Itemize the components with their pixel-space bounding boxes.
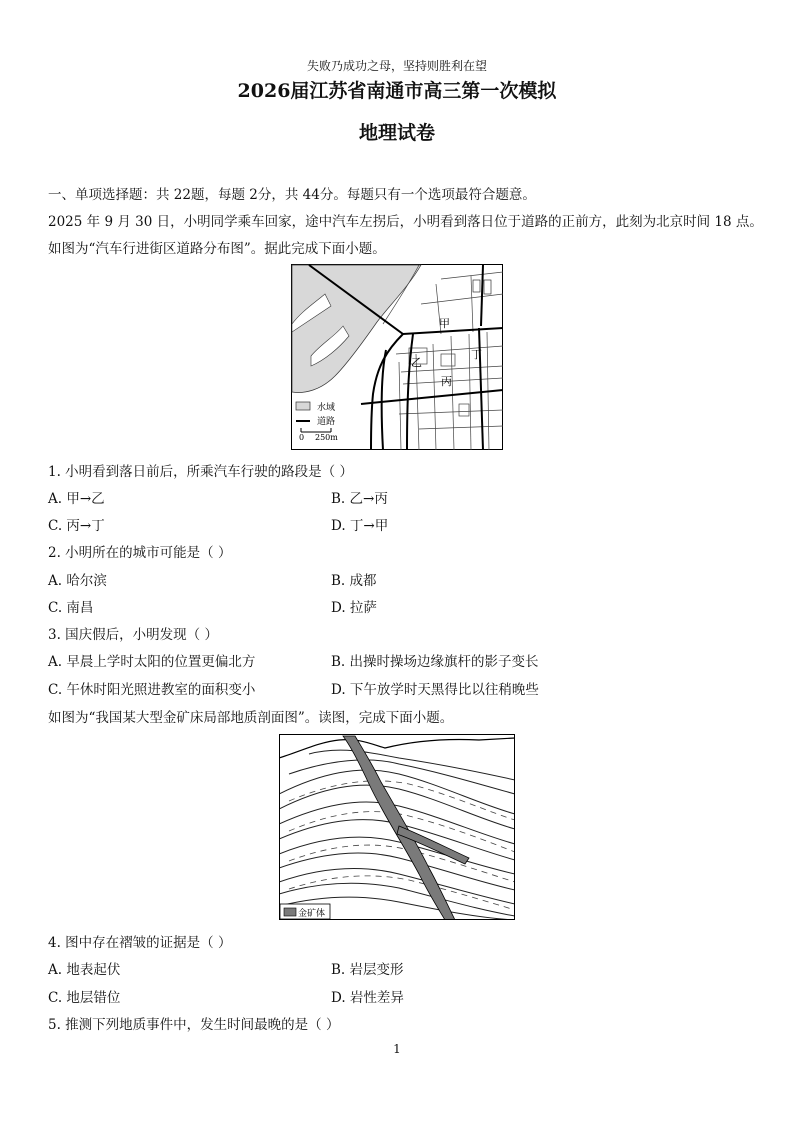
q1-option-c: C. 丙→丁 xyxy=(48,518,105,534)
question-3-stem: 3. 国庆假后，小明发现（ ） xyxy=(48,627,218,643)
q1-option-b: B. 乙→丙 xyxy=(331,491,388,507)
map-label-bing: 丙 xyxy=(441,375,452,388)
q3-option-d: D. 下午放学时天黑得比以往稍晚些 xyxy=(331,682,539,698)
q1-option-a: A. 甲→乙 xyxy=(48,491,105,507)
question-2-stem: 2. 小明所在的城市可能是（ ） xyxy=(48,545,232,561)
page-number: 1 xyxy=(393,1042,401,1056)
question-5-stem: 5. 推测下列地质事件中，发生时间最晚的是（ ） xyxy=(48,1017,340,1033)
exam-title: 2026届江苏省南通市高三第一次模拟 xyxy=(237,80,557,102)
legend-road-label: 道路 xyxy=(317,417,336,427)
q3-option-c: C. 午休时阳光照进教室的面积变小 xyxy=(48,682,256,698)
scale-zero: 0 xyxy=(299,433,305,442)
q1-option-d: D. 丁→甲 xyxy=(331,518,389,534)
geologic-section-figure xyxy=(279,734,515,920)
map-label-yi: 乙 xyxy=(411,356,422,369)
q3-option-a: A. 早晨上学时太阳的位置更偏北方 xyxy=(48,654,256,670)
intro-text-2: 如图为“汽车行进街区道路分布图”。据此完成下面小题。 xyxy=(48,241,386,257)
header-motto: 失败乃成功之母，坚持则胜利在望 xyxy=(306,59,487,73)
q3-option-b: B. 出操时操场边缘旗杆的影子变长 xyxy=(331,654,539,670)
street-map-figure xyxy=(291,264,503,450)
map-label-ding: 丁 xyxy=(471,348,482,361)
question-1-stem: 1. 小明看到落日前后，所乘汽车行驶的路段是（ ） xyxy=(48,464,353,480)
intro-text-1: 2025 年 9 月 30 日，小明同学乘车回家，途中汽车左拐后，小明看到落日位于道路的正前方，此刻为北京时间 18 点。 xyxy=(48,214,763,230)
legend-water-label: 水域 xyxy=(317,403,336,413)
exam-subtitle: 地理试卷 xyxy=(358,122,435,144)
q4-option-b: B. 岩层变形 xyxy=(331,962,404,978)
legend-ore-swatch xyxy=(284,908,296,916)
q2-option-c: C. 南昌 xyxy=(48,600,94,616)
section2-intro: 如图为“我国某大型金矿床局部地质剖面图”。读图，完成下面小题。 xyxy=(48,710,454,726)
q4-option-d: D. 岩性差异 xyxy=(331,990,404,1006)
q4-option-a: A. 地表起伏 xyxy=(48,962,121,978)
q2-option-b: B. 成都 xyxy=(331,573,377,589)
q2-option-d: D. 拉萨 xyxy=(331,600,377,616)
scale-distance: 250m xyxy=(315,433,338,442)
legend-water-swatch xyxy=(296,402,310,410)
question-4-stem: 4. 图中存在褶皱的证据是（ ） xyxy=(48,935,232,951)
section-heading: 一、单项选择题：共 22题，每题 2分，共 44分。每题只有一个选项最符合题意。 xyxy=(48,187,536,203)
legend-ore-label: 金矿体 xyxy=(298,909,326,919)
map-label-jia: 甲 xyxy=(439,317,450,330)
q2-option-a: A. 哈尔滨 xyxy=(48,573,107,589)
q4-option-c: C. 地层错位 xyxy=(48,990,121,1006)
